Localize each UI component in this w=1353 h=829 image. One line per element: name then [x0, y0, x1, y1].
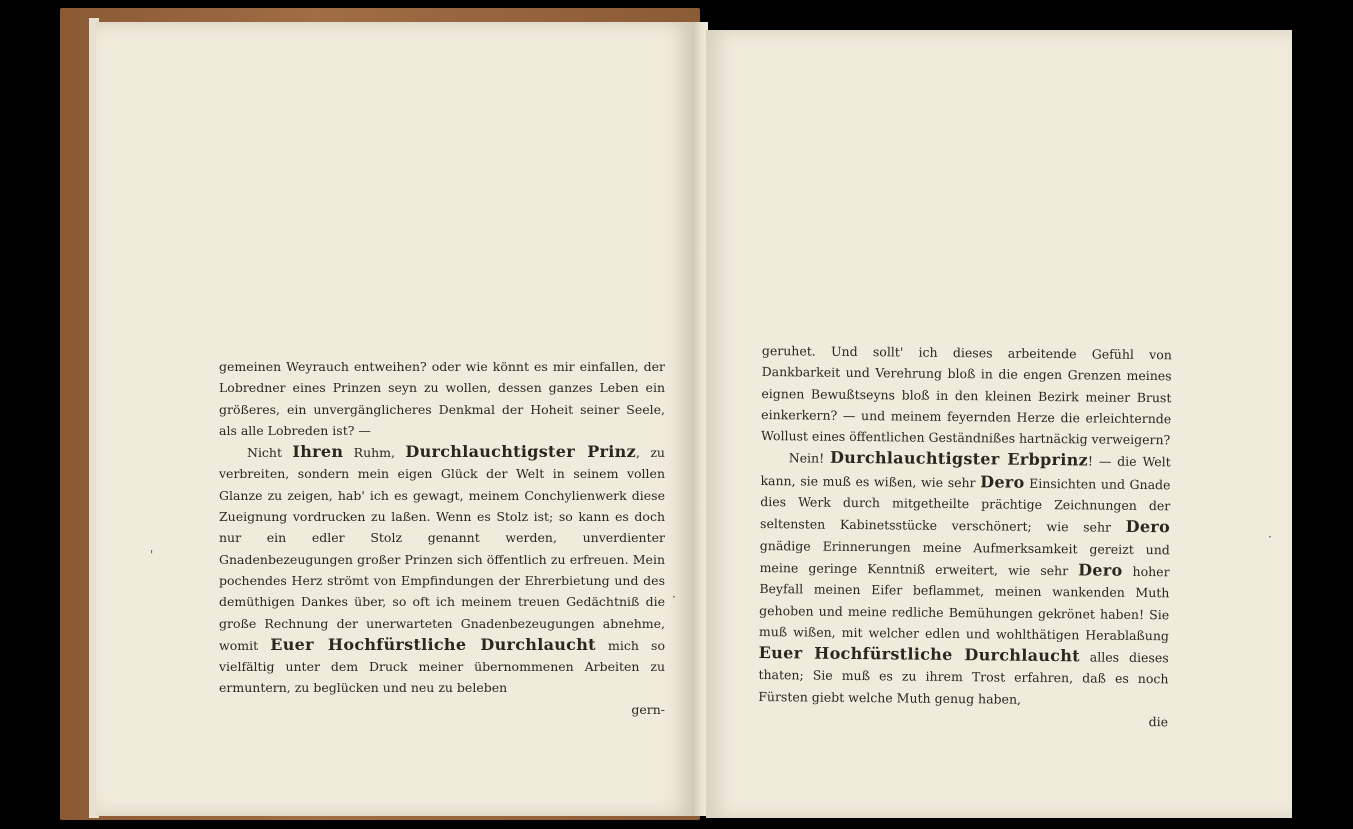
emphasis-dero: Dero: [980, 472, 1025, 492]
catchword: die: [1148, 714, 1169, 730]
text-run: mich so vielfältig unter dem Druck meiner übernommenen Arbeiten zu ermuntern, zu beglücken und neu zu beleben: [219, 637, 665, 696]
text-run: hoher Beyfall meinen Eifer beflammet, meinen wankenden Muth gehoben und meine redliche Bemühungen gekrönet haben! Sie muß wißen, mit welcher edlen und wohlthätigen Herablaßung: [758, 563, 1170, 644]
left-paragraph-2: [219, 441, 665, 699]
text-run: Ruhm,: [343, 445, 406, 461]
catchword: gern-: [631, 701, 665, 717]
right-page-text: [758, 340, 1172, 733]
ink-speck: ': [150, 548, 154, 562]
emphasis-durchlaucht: Euer Hochfürstliche Durchlaucht: [270, 634, 596, 654]
emphasis-dero: Dero: [1078, 560, 1123, 580]
left-paragraph-1: gemeinen Weyrauch entweihen? oder wie könnt es mir einfallen, der Lobredner eines Prinzen seyn zu wollen, dessen ganzes Leben ein größeres, ein unvergänglicheres Denkmal der Hoheit seiner Seele, als alle Lobreden ist? —: [219, 359, 665, 438]
ink-speck: ·: [1268, 530, 1272, 544]
ink-speck: ·: [672, 590, 676, 604]
text-run: Nein!: [788, 450, 831, 467]
right-paragraph-1: geruhet. Und sollt' ich dieses arbeitende Gefühl von Dankbarkeit und Verehrung bloß in die engen Grenzen meines eignen Bewußtseyns bloß in den kleinen Bezirk meiner Brust einkerkern? — und meinem feyernden Herze die erleichternde Wollust eines öffentlichen Geständnißes hartnäckig verweigern?: [760, 342, 1172, 448]
text-run: Nicht: [247, 445, 293, 461]
text-run: alles dieses thaten; Sie muß es zu ihrem Trost erfahren, daß es noch Fürsten giebt welche Muth genug haben,: [758, 649, 1169, 707]
emphasis-erbprinz: Durchlauchtigster Erbprinz: [829, 448, 1089, 470]
text-run: ! — die Welt kann, sie muß es wißen, wie sehr: [760, 453, 1171, 491]
emphasis-durchlaucht: Euer Hochfürstliche Durchlaucht: [758, 643, 1081, 666]
text-run: gnädige Erinnerungen meine Aufmerksamkeit gereizt und meine geringe Kenntniß erweitert, wie sehr: [759, 537, 1170, 579]
left-page-text: [219, 356, 665, 720]
emphasis-prinz: Durchlauchtigster Prinz: [405, 442, 636, 462]
right-paragraph-2: [758, 446, 1171, 711]
emphasis-dero: Dero: [1125, 517, 1171, 537]
text-run: , zu verbreiten, sondern mein eigen Glück der Welt in seinem vollen Glanze zu zeigen, hab' ich es gewagt, meinem Conchylienwerk diese Zueignung vordrucken zu laßen. Wenn es Stolz ist; so kann es doch nur ein edler Stolz genannt werden, unverdienter Gnadenbezeugungen großer Prinzen sich öffentlich zu erfreuen. Mein pochendes Herz strömt von Empfindungen der Ehrerbietung und des demüthigen Dankes über, so oft ich meinem treuen Gedächtniß die große Rechnung der unerwarteten Gnadenbezeugungen abnehme, womit: [219, 445, 665, 653]
emphasis-ihren: Ihren: [292, 442, 344, 462]
text-run: Einsichten und Gnade dies Werk durch mitgetheilte prächtige Zeichnungen der seltensten Kabinetsstücke verschönert; wie sehr: [759, 475, 1171, 536]
